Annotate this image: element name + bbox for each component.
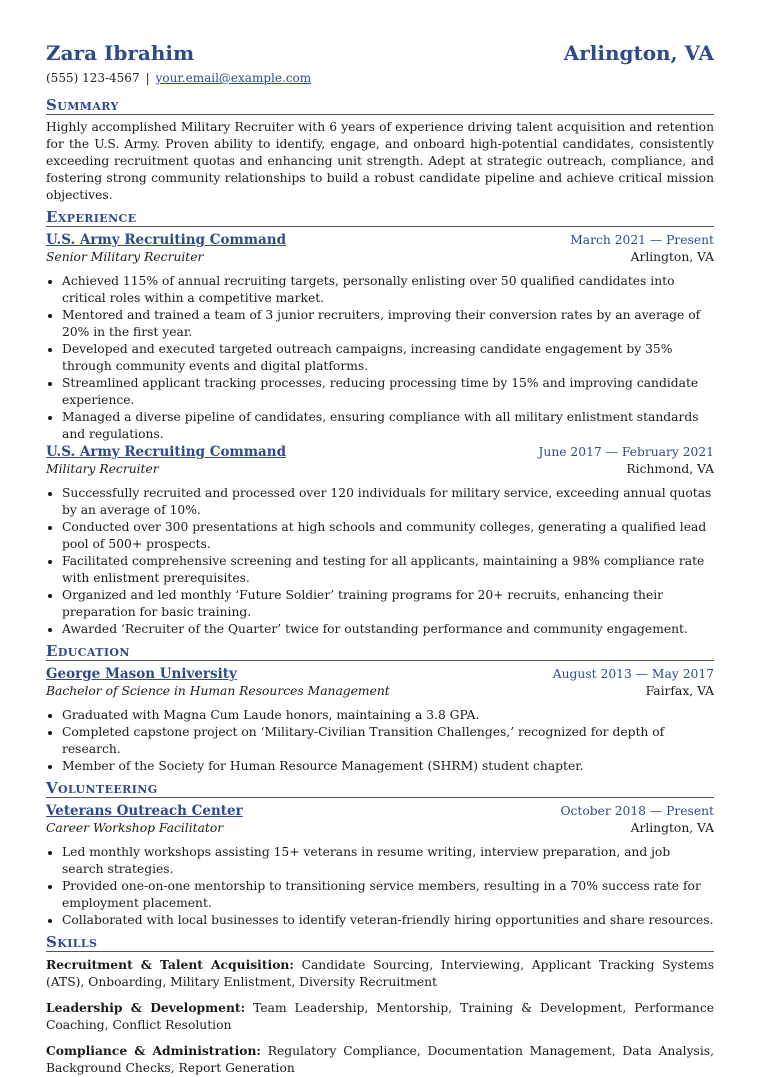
bullet-list xyxy=(46,273,714,443)
entry-dates: June 2017 — February 2021 xyxy=(538,445,714,459)
bullet-item: • Successfully recruited and processed over 120 individuals for military service, exceeding annual quotas by an average of 10%. xyxy=(62,485,714,519)
skill-group xyxy=(46,1042,714,1077)
skill-group-text: Regulatory Compliance, Documentation Management, Data Analysis, Background Checks, Report Generation xyxy=(46,1044,714,1075)
bullet-list xyxy=(46,707,714,775)
section-title-experience: Experience xyxy=(46,208,714,227)
section-title-skills: Skills xyxy=(46,933,714,952)
bullet-item: • Streamlined applicant tracking processes, reducing processing time by 15% and improving candidate experience. xyxy=(62,375,714,409)
bullet-item: • Mentored and trained a team of 3 junior recruiters, improving their conversion rates by an average of 20% in the first year. xyxy=(62,307,714,341)
experience-entry xyxy=(46,443,714,638)
bullet-item: • Awarded ‘Recruiter of the Quarter’ twice for outstanding performance and community engagement. xyxy=(62,621,714,638)
bullet-item: • Developed and executed targeted outreach campaigns, increasing candidate engagement by 35% through community events and digital platforms. xyxy=(62,341,714,375)
header xyxy=(46,40,714,66)
entry-location: Arlington, VA xyxy=(630,250,714,264)
volunteering-entry xyxy=(46,802,714,929)
bullet-item: • Managed a diverse pipeline of candidates, ensuring compliance with all military enlistment standards and regulations. xyxy=(62,409,714,443)
skill-group xyxy=(46,956,714,991)
section-title-education: Education xyxy=(46,642,714,661)
entry-location: Richmond, VA xyxy=(626,462,714,476)
entry-role: Senior Military Recruiter xyxy=(46,250,204,264)
entry-dates: August 2013 — May 2017 xyxy=(552,667,714,681)
section-title-volunteering: Volunteering xyxy=(46,779,714,798)
bullet-item: • Member of the Society for Human Resource Management (SHRM) student chapter. xyxy=(62,758,714,775)
bullet-item: • Graduated with Magna Cum Laude honors, maintaining a 3.8 GPA. xyxy=(62,707,714,724)
bullet-item: • Led monthly workshops assisting 15+ veterans in resume writing, interview preparation, and job search strategies. xyxy=(62,844,714,878)
bullet-item: • Provided one-on-one mentorship to transitioning service members, resulting in a 70% success rate for employment placement. xyxy=(62,878,714,912)
entry-location: Arlington, VA xyxy=(630,821,714,835)
org-link[interactable]: U.S. Army Recruiting Command xyxy=(46,232,287,248)
org-link[interactable]: George Mason University xyxy=(46,666,237,682)
bullet-list xyxy=(46,844,714,929)
bullet-item: • Organized and led monthly ‘Future Soldier’ training programs for 20+ recruits, enhancing their preparation for basic training. xyxy=(62,587,714,621)
skills-list xyxy=(46,956,714,1077)
candidate-location: Arlington, VA xyxy=(563,41,714,65)
contact-line xyxy=(46,70,714,87)
entry-dates: March 2021 — Present xyxy=(570,233,714,247)
skill-group-label: Compliance & Administration: xyxy=(46,1043,261,1058)
skill-group-text: Candidate Sourcing, Interviewing, Applicant Tracking Systems (ATS), Onboarding, Military Enlistment, Diversity Recruitment xyxy=(46,958,715,989)
entry-role: Military Recruiter xyxy=(46,462,159,476)
entry-dates: October 2018 — Present xyxy=(560,804,714,818)
entry-location: Fairfax, VA xyxy=(645,684,714,698)
org-link[interactable]: U.S. Army Recruiting Command xyxy=(46,444,287,460)
section-title-summary: Summary xyxy=(46,96,714,115)
skill-group xyxy=(46,999,714,1034)
bullet-item: • Facilitated comprehensive screening and testing for all applicants, maintaining a 98% compliance rate with enlistment prerequisites. xyxy=(62,553,714,587)
candidate-name: Zara Ibrahim xyxy=(46,41,195,65)
skill-group-text: Team Leadership, Mentorship, Training & Development, Performance Coaching, Conflict Resolution xyxy=(46,1001,714,1032)
bullet-item: • Conducted over 300 presentations at high schools and community colleges, generating a qualified lead pool of 500+ prospects. xyxy=(62,519,714,553)
entry-role: Career Workshop Facilitator xyxy=(46,821,224,835)
bullet-item: • Completed capstone project on ‘Military-Civilian Transition Challenges,’ recognized for depth of research. xyxy=(62,724,714,758)
summary-text: Highly accomplished Military Recruiter with 6 years of experience driving talent acquisition and retention for the U.S. Army. Proven ability to identify, engage, and onboard high-potential candidates, consistently exceeding recruitment quotas and enhancing unit strength. Adept at strategic outreach, compliance, and fostering strong community relationships to build a robust candidate pipeline and achieve critical mission objectives. xyxy=(46,120,714,202)
bullet-item: • Achieved 115% of annual recruiting targets, personally enlisting over 50 qualified candidates into critical roles within a competitive market. xyxy=(62,273,714,307)
contact-separator: | xyxy=(145,71,150,85)
phone-number: (555) 123-4567 xyxy=(46,71,140,85)
bullet-list xyxy=(46,485,714,638)
org-link[interactable]: Veterans Outreach Center xyxy=(46,803,243,819)
experience-entry xyxy=(46,231,714,443)
education-entry xyxy=(46,665,714,775)
email-link[interactable]: your.email@example.com xyxy=(155,71,312,85)
entry-role: Bachelor of Science in Human Resources Management xyxy=(46,684,390,698)
bullet-item: • Collaborated with local businesses to identify veteran-friendly hiring opportunities and share resources. xyxy=(62,912,714,929)
skill-group-label: Recruitment & Talent Acquisition: xyxy=(46,957,294,972)
skill-group-label: Leadership & Development: xyxy=(46,1000,246,1015)
